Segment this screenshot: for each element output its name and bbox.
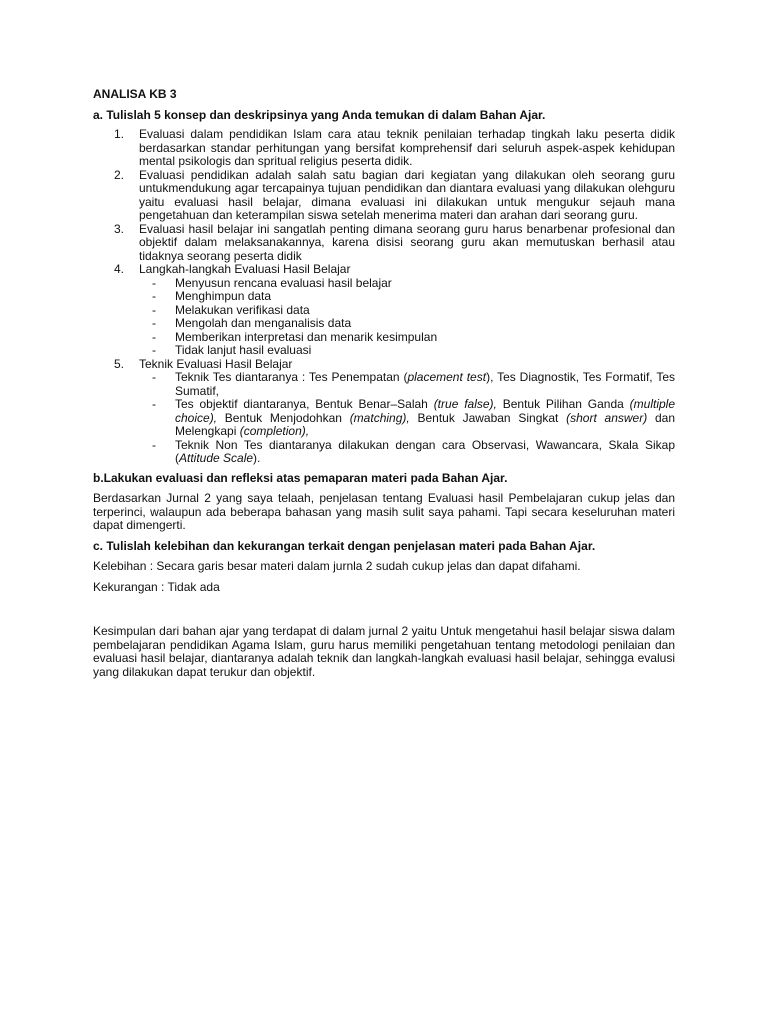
list-item-text: Evaluasi pendidikan adalah salah satu bagian dari kegiatan yang dilakukan oleh seorang guru untukmendukung agar tercapainya tujuan pendidikan dan diantara evaluasi yang dilakukan olehguru yaitu evaluasi hasil belajar, dimana evaluasi ini dilakukan untuk mengukur sejauh mana pengetahuan dan keterampilan siswa setelah menerima materi dan arahan dari seorang guru. bbox=[139, 167, 675, 222]
kekurangan-paragraph: Kekurangan : Tidak ada bbox=[93, 579, 220, 594]
sublist-item-text: Memberikan interpretasi dan menarik kesimpulan bbox=[175, 329, 438, 344]
section-c-heading: c. Tulislah kelebihan dan kekurangan terkait dengan penjelasan materi pada Bahan Ajar. bbox=[93, 538, 596, 553]
document-content bbox=[93, 88, 675, 686]
sublist-item: - Menyusun rencana evaluasi hasil belajar bbox=[152, 275, 392, 290]
document-title: ANALISA KB 3 bbox=[93, 87, 177, 101]
sublist-item-text: Teknik Tes diantaranya : Tes Penempatan (placement test), Tes Diagnostik, Tes Formatif, Tes Sumatif, bbox=[175, 370, 675, 398]
sublist-item-text: Tidak lanjut hasil evaluasi bbox=[175, 343, 312, 357]
section-b-heading: b.Lakukan evaluasi dan refleksi atas pemaparan materi pada Bahan Ajar. bbox=[93, 470, 508, 485]
list-number: 3. bbox=[114, 221, 125, 236]
section-b-paragraph: Berdasarkan Jurnal 2 yang saya telaah, penjelasan tentang Evaluasi hasil Pembelajaran cukup jelas dan terperinci, walaupun ada beberapa bahasan yang masih sulit saya pahami. Tapi secara keseluruhan materi dapat dimengerti. bbox=[93, 491, 675, 532]
sublist-item: - Tes objektif diantaranya, Bentuk Benar–Salah (true false), Bentuk Pilihan Ganda (multiple choice), Bentuk Menjodohkan (matching), Bentuk Jawaban Singkat (short answer) dan Melengkapi (completion), bbox=[152, 397, 676, 438]
sublist-item: - Melakukan verifikasi data bbox=[152, 302, 310, 317]
sublist-item: - Teknik Tes diantaranya : Tes Penempatan (placement test), Tes Diagnostik, Tes Formatif, Tes Sumatif, bbox=[152, 370, 675, 398]
techniques-sublist bbox=[139, 371, 675, 466]
sublist-item-text: Melakukan verifikasi data bbox=[175, 302, 310, 317]
list-number: 1. bbox=[114, 127, 125, 141]
sublist-item-text: Menyusun rencana evaluasi hasil belajar bbox=[175, 275, 392, 290]
sublist-item: - Teknik Non Tes diantaranya dilakukan dengan cara Observasi, Wawancara, Skala Sikap (Attitude Scale). bbox=[152, 437, 675, 465]
list-item bbox=[93, 223, 675, 264]
section-a-heading: a. Tulislah 5 konsep dan deskripsinya yang Anda temukan di dalam Bahan Ajar. bbox=[93, 107, 546, 122]
kelebihan-paragraph: Kelebihan : Secara garis besar materi dalam jurnla 2 sudah cukup jelas dan dapat difahami. bbox=[93, 559, 581, 573]
list-number: 2. bbox=[114, 167, 125, 182]
list-item-text: Langkah-langkah Evaluasi Hasil Belajar bbox=[139, 262, 351, 276]
sublist-item: - Memberikan interpretasi dan menarik kesimpulan bbox=[152, 329, 438, 344]
sublist-item-text: Menghimpun data bbox=[175, 289, 272, 303]
list-item-text: Evaluasi hasil belajar ini sangatlah penting dimana seorang guru harus benarbenar profesional dan objektif dalam melaksanakannya, karena disisi seorang guru akan memutuskan berhasil atau tidaknya seorang peserta didik bbox=[139, 221, 675, 263]
sublist-item: - Mengolah dan menganalisis data bbox=[152, 316, 352, 330]
sublist-item-text: Tes objektif diantaranya, Bentuk Benar–Salah (true false), Bentuk Pilihan Ganda (multiple choice), Bentuk Menjodohkan (matching), Bentuk Jawaban Singkat (short answer) dan Melengkapi (completion), bbox=[175, 397, 676, 438]
sublist-item-text: Mengolah dan menganalisis data bbox=[175, 316, 352, 330]
list-item-text: Teknik Evaluasi Hasil Belajar bbox=[139, 356, 293, 371]
list-item-text: Evaluasi dalam pendidikan Islam cara atau teknik penilaian terhadap tingkah laku peserta didik berdasarkan standar perhitungan yang bersifat komprehensif dari seluruh aspek-aspek kehidupan mental psikologis dan spritual religius peserta didik. bbox=[139, 127, 675, 168]
list-item bbox=[93, 263, 675, 358]
sublist-item-text: Teknik Non Tes diantaranya dilakukan dengan cara Observasi, Wawancara, Skala Sikap (Attitude Scale). bbox=[175, 437, 675, 465]
sublist-item: - Menghimpun data bbox=[152, 289, 272, 303]
kesimpulan-paragraph: Kesimpulan dari bahan ajar yang terdapat di dalam jurnal 2 yaitu Untuk mengetahui hasil belajar siswa dalam pembelajaran pendidikan Agama Islam, guru harus memiliki pengetahuan tentang metodologi penilaian dan evaluasi hasil belajar, diantaranya adalah teknik dan langkah-langkah evaluasi hasil belajar, sehingga evalusi yang dilakukan dapat terukur dan objektif. bbox=[93, 624, 675, 679]
concept-list bbox=[93, 128, 675, 466]
steps-sublist bbox=[139, 277, 675, 358]
list-item bbox=[93, 358, 675, 466]
list-item bbox=[93, 169, 675, 223]
list-number: 4. bbox=[114, 262, 125, 276]
list-number: 5. bbox=[114, 356, 125, 371]
list-item bbox=[93, 128, 675, 169]
sublist-item: - Tidak lanjut hasil evaluasi bbox=[152, 343, 312, 357]
